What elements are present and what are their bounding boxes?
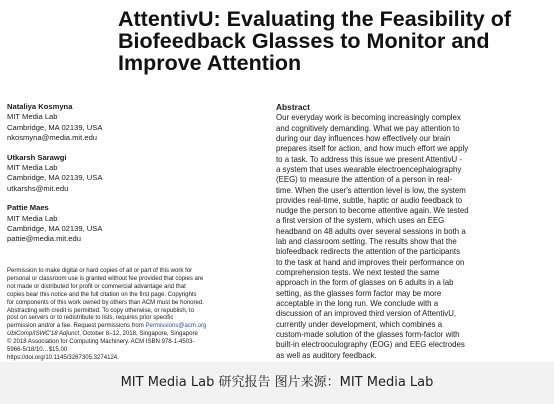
author-email: utkarshs@mit.edu [7,183,69,193]
permission-request-text: permission and/or a fee. Request permissions from [7,323,146,330]
author-block [7,203,257,245]
abstract-heading: Abstract [276,102,310,112]
permission-line: 5966-5/18/10…$15.00 [7,347,68,354]
abstract-line: provides real-time, subtle, haptic or audio feedback to [276,195,463,205]
doi-link[interactable]: https://doi.org/10.1145/3267305.3274124. [7,354,119,361]
permission-line: © 2018 Association for Computing Machinery. ACM ISBN 978-1-4503- [7,339,195,346]
abstract-line: setting, as the glasses form factor may be more [276,288,442,298]
abstract-line: to the task at hand and improves their performance on [276,257,465,267]
permission-notice [7,268,257,362]
paper-title [118,8,538,74]
permissions-email-link[interactable]: Permissions@acm.org [145,323,207,330]
author-address: Cambridge, MA 02139, USA [7,122,103,132]
conference-date: , October 8–12, 2018, Singapore, Singapore [79,331,198,338]
permission-line: Permission to make digital or hard copies of all or part of this work for [7,268,193,274]
abstract-section [276,102,546,361]
title-line: Biofeedback Glasses to Monitor and [118,29,490,53]
abstract-line: acceptable in the long run. We conclude with a [276,298,439,308]
abstract-line: prepares itself for action, and how much effort we apply [276,144,469,154]
permission-line: for components of this work owned by others than ACM must be honored. [7,299,204,306]
permission-line [7,331,257,339]
abstract-line: to a task. To address this issue we present AttentivU - [276,154,463,164]
abstract-line: comprehension tests. We next tested the same [276,268,440,277]
abstract-line: headband on 48 adults over several sessions in both a [276,226,466,236]
permission-line: Abstracting with credit is permitted. To copy otherwise, or republish, to [7,307,195,314]
abstract-line: custom-made solution of the glasses form-factor with [276,329,460,339]
abstract-line: currently under development, which combines a [276,319,443,329]
abstract-line: time. When the user's attention level is low, the system [276,185,466,195]
abstract-line: a first version of the system, which uses an EEG [276,216,445,226]
abstract-line: Our everyday work is becoming increasingly complex [276,113,461,123]
author-name: Utkarsh Sarawgi [7,152,67,162]
abstract-line: biofeedback redirects the attention of the participants [276,247,461,257]
title-line: Improve Attention [118,51,302,75]
permission-line: not made or distributed for profit or commercial advantage and that [7,283,186,290]
abstract-line: lab and classroom setting. The results show that the [276,237,457,247]
author-email: nkosmyna@media.mit.edu [7,133,98,143]
abstract-line: built-in electrooculography (EOG) and EEG electrodes [276,340,465,350]
author-email: pattie@media.mit.edu [7,234,81,244]
permission-line: personal or classroom use is granted without fee provided that copies are [7,275,204,282]
author-name: Nataliya Kosmyna [7,102,73,111]
abstract-line: nudge the person to become attentive again. We tested [276,206,469,216]
author-org: MIT Media Lab [7,163,58,173]
author-org: MIT Media Lab [7,213,58,223]
permission-line: copies bear this notice and the full citation on the first page. Copyrights [7,291,197,298]
abstract-line: as well as auditory feedback. [276,350,377,360]
permission-line [7,323,257,331]
abstract-line: approach in the form of glasses on 6 adults in a lab [276,278,454,288]
author-block [7,153,257,195]
author-address: Cambridge, MA 02139, USA [7,224,103,234]
abstract-body [276,113,546,361]
abstract-line: and cognitively demanding. What we pay attention to [276,123,460,133]
abstract-line: (EEG) to measure the attention of a person in real- [276,175,453,185]
title-line: AttentivU: Evaluating the Feasibility of [118,7,512,31]
author-org: MIT Media Lab [7,112,58,122]
author-block [7,102,257,144]
conference-name: UbiComp/ISWC'18 Adjunct [7,331,80,338]
author-name: Pattie Maes [7,203,49,213]
author-list [7,102,257,254]
author-address: Cambridge, MA 02139, USA [7,173,103,183]
abstract-line: discussion of an improved third version of AttentivU, [276,309,457,319]
permission-line: post on servers or to redistribute to lists, requires prior specific [7,315,174,322]
abstract-line: during our day influences how effectively our brain [276,133,451,143]
image-caption: MIT Media Lab 研究报告 图片来源：MIT Media Lab [0,362,554,404]
abstract-line: a system that uses wearable electroencephalography [276,164,462,174]
